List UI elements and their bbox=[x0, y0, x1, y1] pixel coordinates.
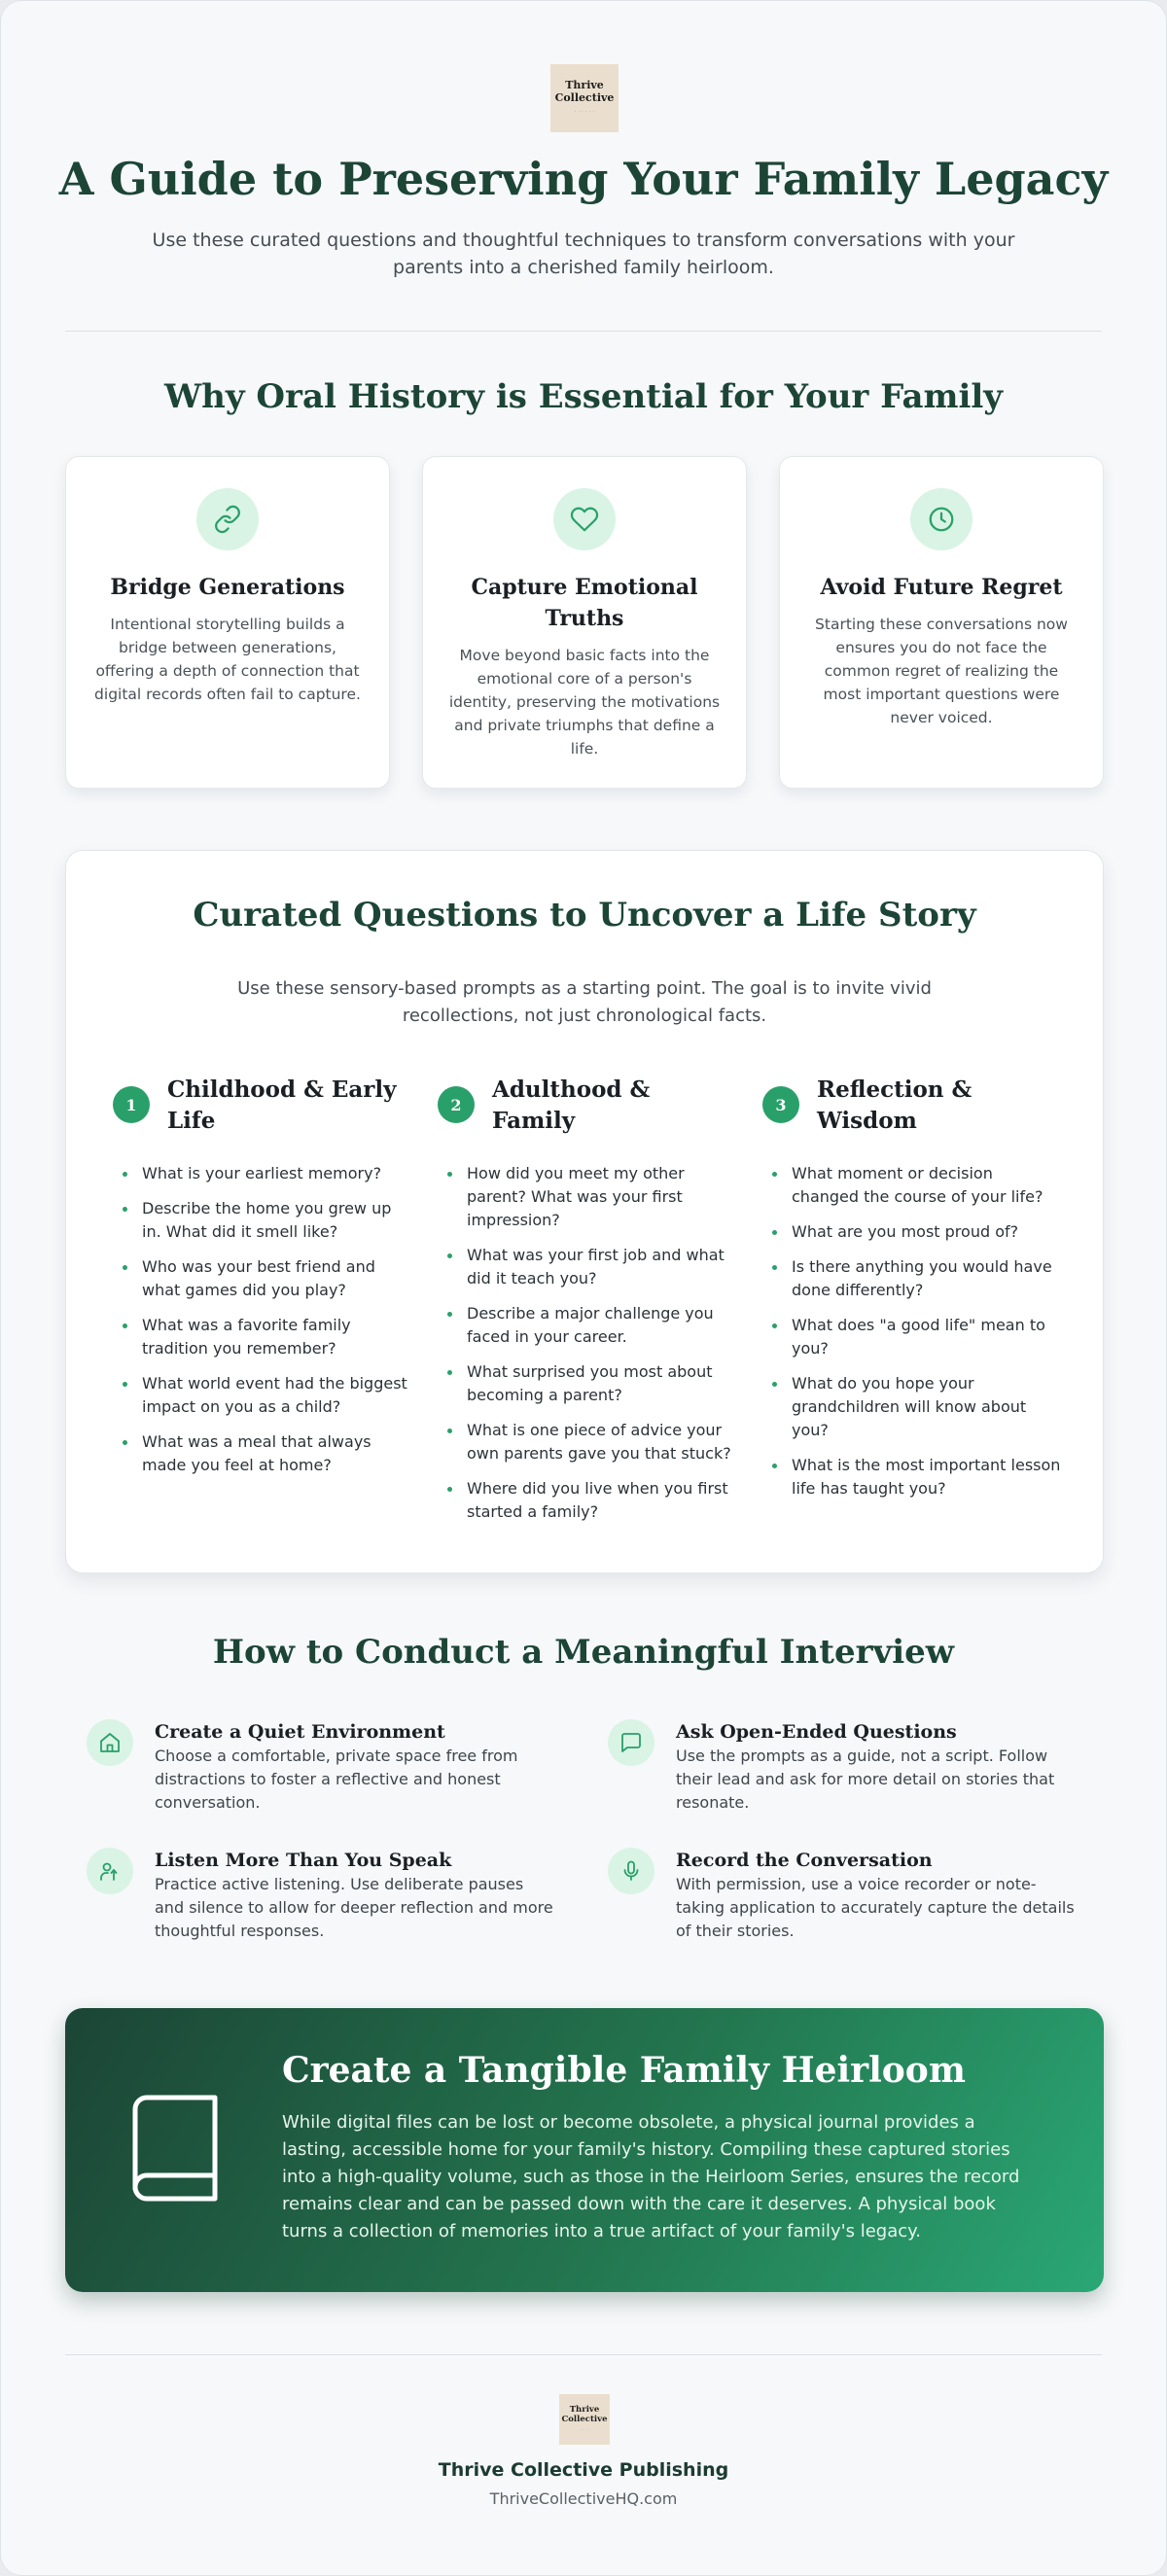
question-item: What do you hope your grandchildren will know about you? bbox=[772, 1372, 1064, 1442]
heart-icon bbox=[553, 488, 616, 550]
column-number-badge: 3 bbox=[762, 1086, 799, 1123]
question-item: Is there anything you would have done differently? bbox=[772, 1255, 1064, 1302]
tip-text: With permission, use a voice recorder or note-taking application to accurately capture the details of their stories. bbox=[676, 1875, 1075, 1940]
tip-text: Use the prompts as a guide, not a script. Follow their lead and ask for more detail on stories that resonate. bbox=[676, 1747, 1055, 1812]
question-item: What is one piece of advice your own parents gave you that stuck? bbox=[447, 1419, 739, 1465]
footer-logo-line-1: Thrive bbox=[569, 2404, 600, 2415]
why-card-title: Avoid Future Regret bbox=[820, 575, 1063, 600]
tip-record bbox=[608, 1848, 1075, 1943]
heirloom-banner bbox=[65, 2008, 1104, 2292]
question-item: What surprised you most about becoming a parent? bbox=[447, 1360, 739, 1407]
column-title: Adulthood & Family bbox=[492, 1076, 651, 1134]
tip-text: Practice active listening. Use deliberate pauses and silence to allow for deeper reflection and more thoughtful responses. bbox=[155, 1875, 553, 1940]
question-list bbox=[762, 1162, 1064, 1500]
footer-logo bbox=[559, 2394, 610, 2445]
column-number-badge: 2 bbox=[438, 1086, 475, 1123]
logo-line-1: Thrive bbox=[565, 78, 604, 91]
question-list bbox=[113, 1162, 414, 1477]
why-card-text: Intentional storytelling builds a bridge between generations, offering a depth of connection that digital records often fail to capture. bbox=[94, 616, 361, 703]
questions-card bbox=[65, 850, 1104, 1573]
question-list bbox=[438, 1162, 739, 1524]
question-item: What was a meal that always made you feel at home? bbox=[123, 1430, 414, 1477]
questions-intro: Use these sensory-based prompts as a starting point. The goal is to invite vivid recollections, not just chronological facts. bbox=[237, 978, 932, 1026]
listen-icon bbox=[87, 1848, 133, 1894]
questions-title: Curated Questions to Uncover a Life Story bbox=[193, 896, 976, 935]
why-card-text: Starting these conversations now ensures you do not face the common regret of realizing the most important questions were never voiced. bbox=[815, 616, 1068, 726]
footer-logo-mark: · · · · bbox=[580, 2426, 589, 2432]
tip-title: Record the Conversation bbox=[676, 1850, 933, 1871]
question-item: How did you meet my other parent? What was your first impression? bbox=[447, 1162, 739, 1232]
column-number-badge: 1 bbox=[113, 1086, 150, 1123]
book-icon bbox=[125, 2094, 223, 2210]
logo-tagline-mark: · · · · · · bbox=[574, 108, 595, 115]
question-item: Describe the home you grew up in. What did it smell like? bbox=[123, 1197, 414, 1244]
logo-line-2: Collective bbox=[554, 90, 615, 104]
why-section-title: Why Oral History is Essential for Your Family bbox=[163, 377, 1004, 416]
question-item: What was your first job and what did it teach you? bbox=[447, 1244, 739, 1290]
microphone-icon bbox=[608, 1848, 654, 1894]
tip-quiet-environment bbox=[87, 1719, 553, 1815]
why-card-text: Move beyond basic facts into the emotional core of a person's identity, preserving the motivations and private triumphs that define a life. bbox=[448, 647, 721, 758]
question-item: What is the most important lesson life has taught you? bbox=[772, 1454, 1064, 1500]
heirloom-title: Create a Tangible Family Heirloom bbox=[282, 2050, 966, 2091]
question-item: What was a favorite family tradition you remember? bbox=[123, 1314, 414, 1360]
page-title: A Guide to Preserving Your Family Legacy bbox=[58, 153, 1109, 205]
question-column-reflection bbox=[762, 1075, 1064, 1512]
footer-company-name: Thrive Collective Publishing bbox=[438, 2459, 729, 2481]
page-subtitle: Use these curated questions and thoughtful techniques to transform conversations with your parents into a cherished family heirloom. bbox=[152, 229, 1015, 278]
tip-title: Create a Quiet Environment bbox=[155, 1721, 445, 1743]
tip-text: Choose a comfortable, private space free from distractions to foster a reflective and honest conversation. bbox=[155, 1747, 518, 1812]
question-item: Where did you live when you first started a family? bbox=[447, 1477, 739, 1524]
why-card-title: Bridge Generations bbox=[110, 575, 345, 600]
clock-icon bbox=[910, 488, 972, 550]
link-icon bbox=[196, 488, 259, 550]
question-item: Describe a major challenge you faced in your career. bbox=[447, 1302, 739, 1349]
why-card-bridge bbox=[65, 456, 390, 789]
question-column-adulthood bbox=[438, 1075, 739, 1535]
why-card-emotional bbox=[422, 456, 747, 789]
question-column-childhood bbox=[113, 1075, 414, 1489]
question-item: What does "a good life" mean to you? bbox=[772, 1314, 1064, 1360]
question-item: Who was your best friend and what games did you play? bbox=[123, 1255, 414, 1302]
tip-title: Listen More Than You Speak bbox=[155, 1850, 452, 1871]
heirloom-text: While digital files can be lost or become obsolete, a physical journal provides a lasting, accessible home for your family's history. Compiling these captured stories into a high-quality volume, such as those in the Heirloom Series, ensures the record remains clear and can be passed down with the care it deserves. A physical book turns a collection of memories into a true artifact of your family's legacy. bbox=[282, 2112, 1020, 2241]
brand-logo bbox=[550, 64, 619, 132]
question-item: What world event had the biggest impact on you as a child? bbox=[123, 1372, 414, 1419]
footer-divider bbox=[65, 2354, 1102, 2355]
footer-website-link[interactable]: ThriveCollectiveHQ.com bbox=[489, 2489, 678, 2508]
tip-listen-more bbox=[87, 1848, 553, 1943]
footer-logo-line-2: Collective bbox=[561, 2414, 608, 2424]
header-divider bbox=[65, 331, 1102, 332]
question-item: What is your earliest memory? bbox=[123, 1162, 414, 1185]
why-card-regret bbox=[779, 456, 1104, 789]
chat-icon bbox=[608, 1719, 654, 1766]
tip-open-ended bbox=[608, 1719, 1075, 1815]
question-item: What moment or decision changed the course of your life? bbox=[772, 1162, 1064, 1209]
column-title: Childhood & Early Life bbox=[167, 1076, 397, 1134]
column-title: Reflection & Wisdom bbox=[817, 1076, 972, 1134]
home-icon bbox=[87, 1719, 133, 1766]
why-card-title: Capture Emotional Truths bbox=[471, 575, 698, 631]
interview-section-title: How to Conduct a Meaningful Interview bbox=[212, 1633, 955, 1672]
tip-title: Ask Open-Ended Questions bbox=[676, 1721, 957, 1743]
question-item: What are you most proud of? bbox=[772, 1220, 1064, 1244]
